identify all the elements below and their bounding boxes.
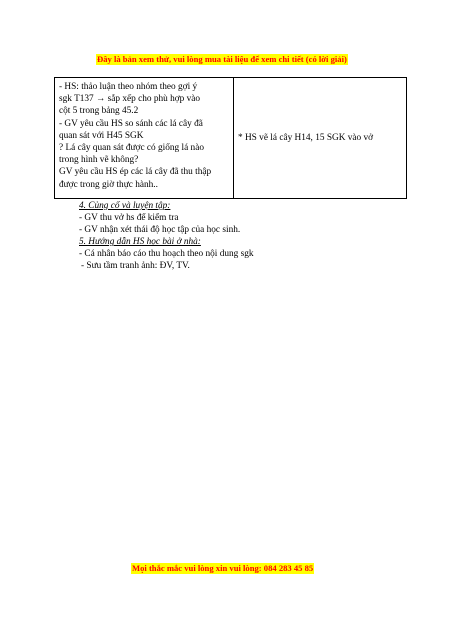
homework-item: - Cá nhân báo cáo thu hoạch theo nội dung sgk (79, 249, 254, 260)
student-task-cell (234, 78, 407, 199)
student-task-text: * HS vẽ lá cây H14, 15 SGK vào vở (238, 133, 374, 143)
activity-line: trong hình vẽ không? (59, 155, 139, 166)
consolidation-heading: 4. Củng cố và luyện tập: (79, 201, 171, 211)
activity-line: - GV yêu cầu HS so sánh các lá cây đã (59, 118, 203, 129)
preview-notice-banner: Đây là bản xem thử, vui lòng mua tài liệu để xem chi tiết (có lời giải) (97, 54, 347, 64)
homework-heading: 5. Hướng dẫn HS học bài ở nhà: (79, 237, 201, 248)
homework-item: - Sưu tầm tranh ảnh: ĐV, TV. (81, 261, 190, 272)
activity-line: ? Lá cây quan sát được có giống lá nào (59, 143, 204, 154)
consolidation-item: - GV nhận xét thái độ học tập của học sinh. (79, 225, 241, 236)
activity-line: được trong giờ thực hành.. (59, 179, 158, 190)
lesson-table (54, 77, 407, 199)
activity-line: quan sát với H45 SGK (59, 130, 144, 141)
activity-cell (55, 78, 234, 199)
consolidation-item: - GV thu vở hs để kiểm tra (79, 213, 179, 224)
activity-line: GV yêu cầu HS ép các lá cây đã thu thập (59, 167, 212, 178)
activity-line: sgk T137 → sắp xếp cho phù hợp vào (59, 94, 201, 105)
activity-line: - HS: thảo luận theo nhóm theo gợi ý (59, 82, 198, 92)
activity-line: cột 5 trong bảng 45.2 (59, 106, 139, 117)
lesson-wrapup-section (79, 200, 254, 273)
contact-banner: Mọi thắc mắc vui lòng xin vui lòng: 084 283 45 85 (132, 563, 314, 573)
table-row (55, 78, 407, 199)
